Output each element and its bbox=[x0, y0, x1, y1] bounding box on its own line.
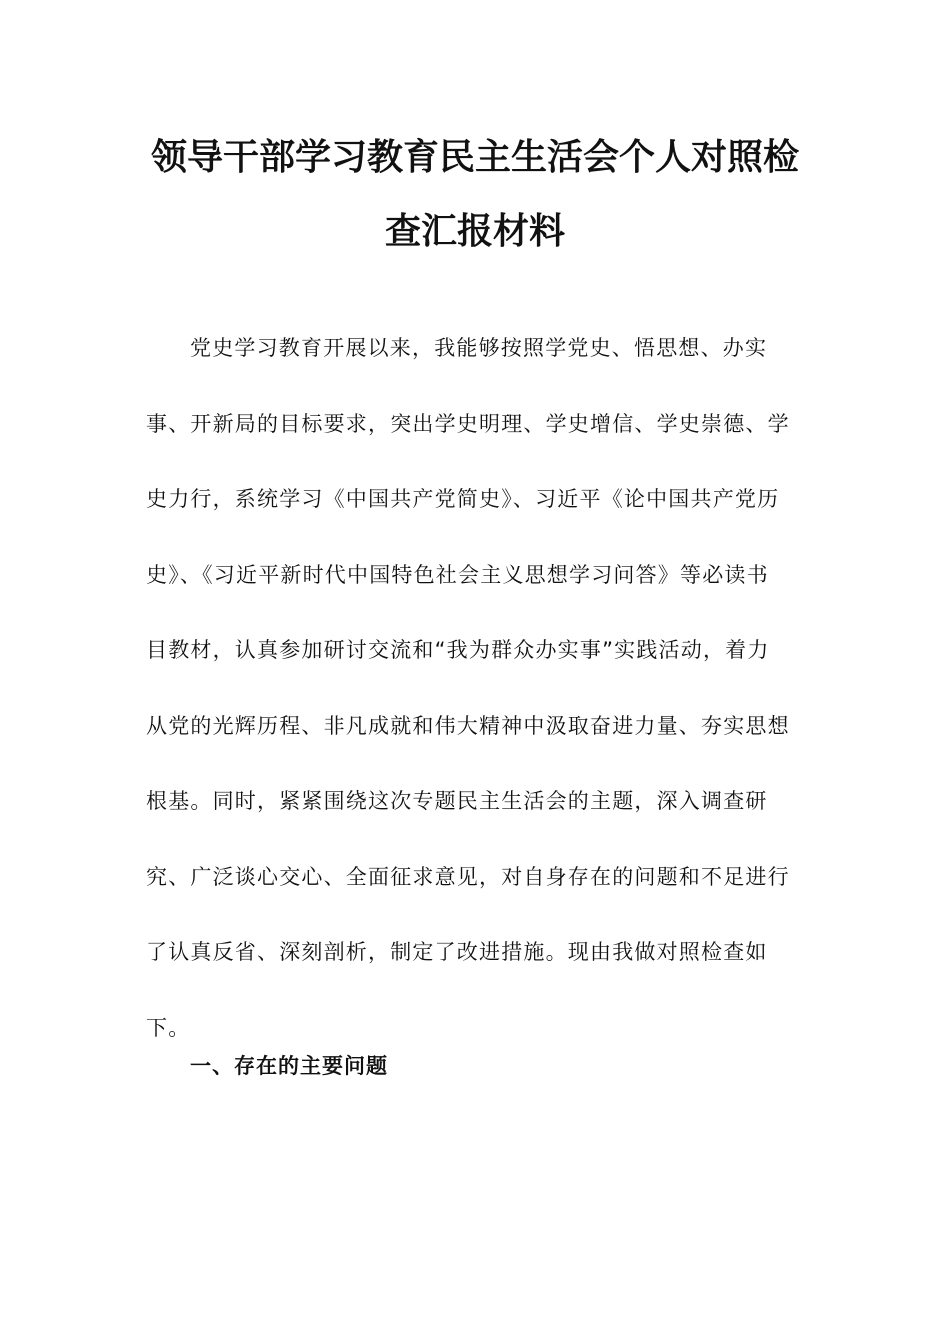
paragraph-line: 目教材，认真参加研讨交流和“我为群众办实事”实践活动，着力 bbox=[146, 638, 770, 662]
paragraph-line: 了认真反省、深刻剖析，制定了改进措施。现由我做对照检查如 bbox=[146, 940, 768, 964]
paragraph-line: 根基。同时，紧紧围绕这次专题民主生活会的主题，深入调查研 bbox=[146, 789, 768, 813]
paragraph-line: 史力行，系统学习《中国共产党简史》、习近平《论中国共产党历 bbox=[146, 487, 780, 511]
paragraph-line: 史》、《习近平新时代中国特色社会主义思想学习问答》等必读书 bbox=[146, 562, 769, 587]
title-line: 领导干部学习教育民主生活会个人对照检 bbox=[150, 136, 799, 178]
paragraph-line: 究、广泛谈心交心、全面征求意见，对自身存在的问题和不足进行 bbox=[146, 864, 790, 889]
paragraph-line: 党史学习教育开展以来，我能够按照学党史、悟思想、办实 bbox=[190, 336, 768, 360]
paragraph-line: 事、开新局的目标要求，突出学史明理、学史增信、学史崇德、学 bbox=[146, 411, 790, 436]
document-title bbox=[130, 120, 820, 268]
paragraph-line: 从党的光辉历程、非凡成就和伟大精神中汲取奋进力量、夯实思想 bbox=[146, 713, 790, 738]
title-line: 查汇报材料 bbox=[384, 210, 565, 252]
section-heading: 一、存在的主要问题 bbox=[190, 1054, 388, 1078]
paragraph-line: 下。 bbox=[146, 1015, 191, 1040]
intro-paragraph bbox=[146, 311, 796, 1066]
